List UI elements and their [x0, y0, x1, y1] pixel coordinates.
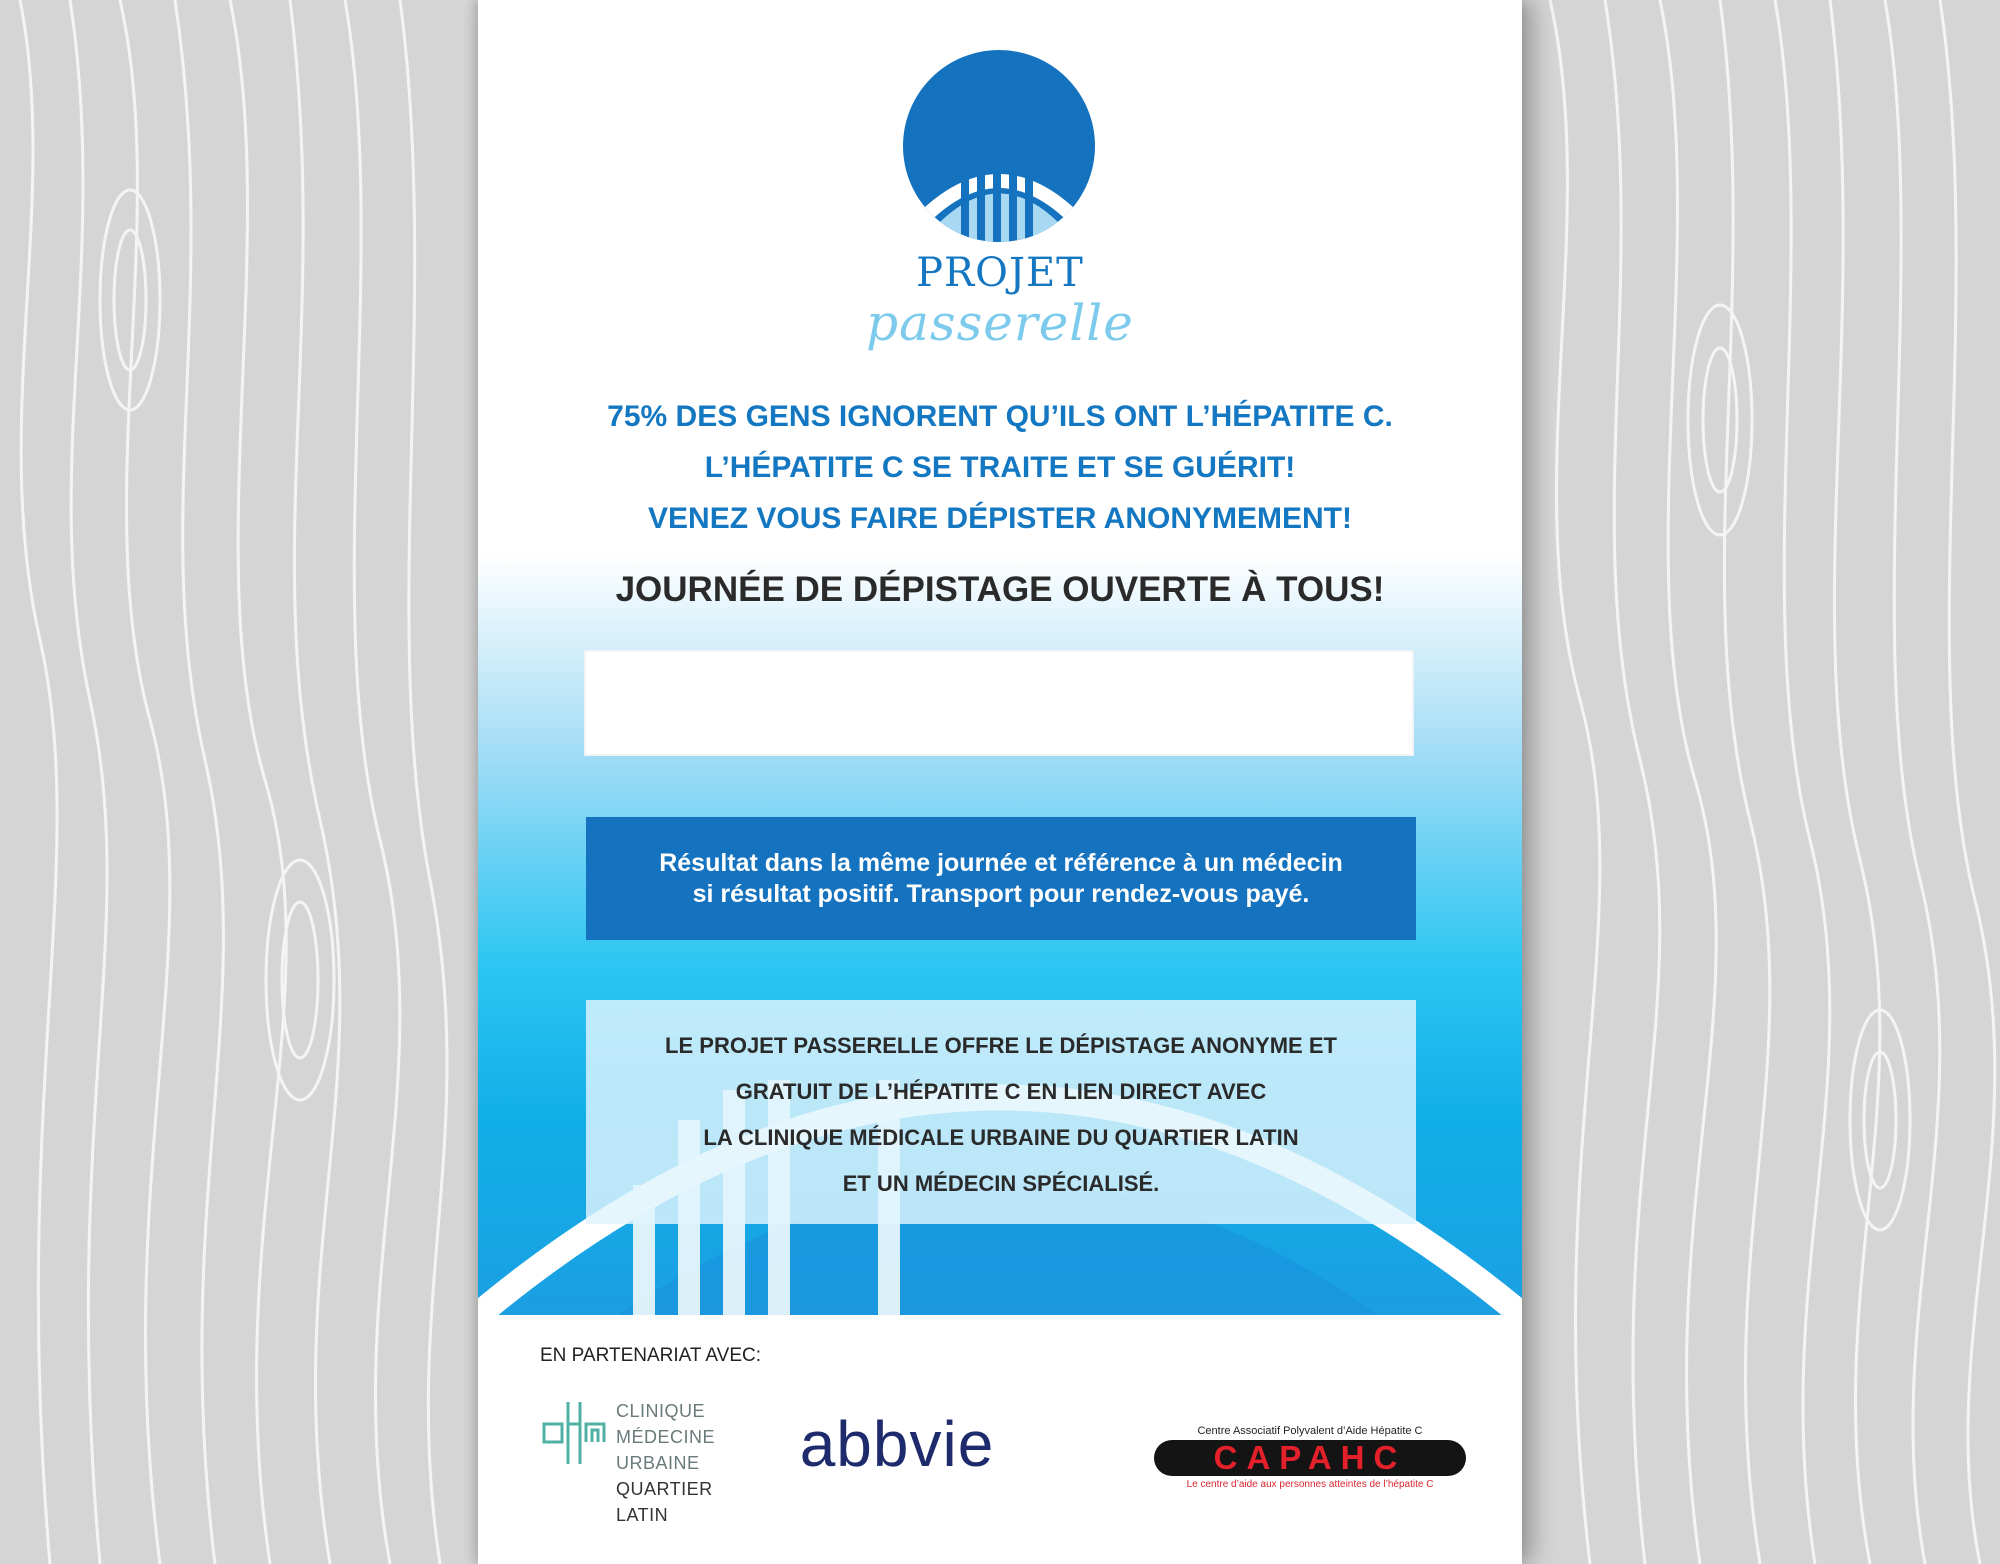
clinic-logo-icon: [540, 1398, 610, 1468]
subtitle: JOURNÉE DE DÉPISTAGE OUVERTE À TOUS!: [615, 570, 1385, 609]
blank-info-field: [584, 650, 1414, 756]
info-box-line-2: GRATUIT DE L’HÉPATITE C EN LIEN DIRECT AVEC: [735, 1079, 1267, 1104]
brand-name-passerelle: passerelle: [866, 294, 1134, 352]
capahc-logo: CAPAHC: [1154, 1440, 1466, 1476]
clinic-logo-line-4: QUARTIER: [616, 1479, 713, 1499]
info-box-line-1: LE PROJET PASSERELLE OFFRE LE DÉPISTAGE ANONYME ET: [665, 1033, 1337, 1058]
result-box: [586, 817, 1416, 940]
projet-passerelle-logo: [899, 46, 1099, 246]
capahc-tagline-bottom: Le centre d’aide aux personnes atteintes de l’hépatite C: [1186, 1479, 1434, 1490]
info-box: [586, 1000, 1416, 1224]
abbvie-logo: abbvie: [799, 1408, 995, 1480]
headline-line-1: 75% DES GENS IGNORENT QU’ILS ONT L’HÉPATITE C.: [607, 400, 1393, 433]
clinic-logo-line-5: LATIN: [616, 1505, 669, 1525]
brand-name-projet: PROJET: [916, 250, 1084, 296]
result-box-line-1: Résultat dans la même journée et référence à un médecin: [659, 849, 1343, 877]
clinic-logo-line-1: CLINIQUE: [616, 1401, 706, 1421]
partners-title: EN PARTENARIAT AVEC:: [540, 1345, 762, 1366]
headline-line-2: L’HÉPATITE C SE TRAITE ET SE GUÉRIT!: [704, 451, 1296, 484]
info-box-line-4: ET UN MÉDECIN SPÉCIALISÉ.: [842, 1171, 1160, 1196]
headline-line-3: VENEZ VOUS FAIRE DÉPISTER ANONYMEMENT!: [648, 502, 1352, 535]
info-box-line-3: LA CLINIQUE MÉDICALE URBAINE DU QUARTIER LATIN: [703, 1125, 1299, 1150]
poster: [478, 0, 1522, 1564]
clinic-logo-line-2: MÉDECINE: [616, 1427, 716, 1447]
clinic-logo-text: [616, 1398, 715, 1528]
capahc-tagline-top: Centre Associatif Polyvalent d’Aide Hépatite C: [1197, 1425, 1423, 1437]
result-box-line-2: si résultat positif. Transport pour rendez-vous payé.: [692, 880, 1310, 908]
clinic-logo-line-3: URBAINE: [616, 1453, 700, 1473]
